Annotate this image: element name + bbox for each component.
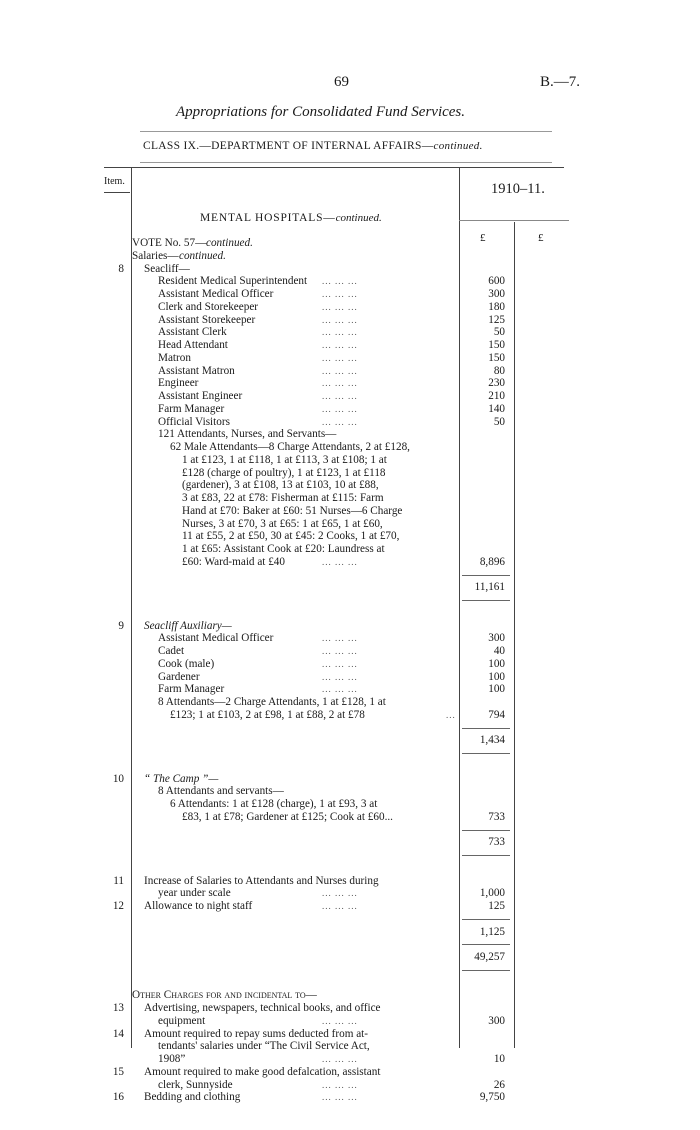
- table-row: [0, 658, 700, 671]
- row-text: Advertising, newspapers, technical books, and office: [144, 1002, 381, 1014]
- row-text: Gardener: [158, 670, 200, 683]
- row-text: Head Attendant: [158, 339, 228, 351]
- table-row: [0, 263, 700, 276]
- amount: 40: [493, 645, 505, 657]
- row-continued: continued.: [179, 249, 226, 262]
- amount: 300: [488, 288, 505, 300]
- class-rule: [140, 162, 552, 163]
- amount: 733: [488, 810, 505, 823]
- table-row: [0, 365, 700, 378]
- row-text: year under scale: [158, 887, 231, 900]
- row-text: Hand at £70: Baker at £60: 51 Nurses—6 Charge: [182, 504, 403, 517]
- subtotal-rule: [462, 944, 510, 945]
- table-row: [0, 416, 700, 429]
- table-row: [0, 377, 700, 390]
- subtotal-rule: [462, 753, 510, 754]
- item-column-header: Item.: [104, 176, 125, 187]
- item-number: 8: [118, 262, 124, 275]
- class-heading-text: CLASS IX.—DEPARTMENT OF INTERNAL AFFAIRS—: [143, 140, 434, 152]
- table-row: [0, 989, 700, 1002]
- row-text: Farm Manager: [158, 402, 225, 415]
- table-row: [0, 237, 700, 250]
- amount: 125: [488, 900, 505, 912]
- title-rule: [140, 131, 552, 132]
- table-row: [0, 275, 700, 288]
- table-row: [0, 505, 700, 518]
- row-text: tendants' salaries under “The Civil Service Act,: [158, 1040, 370, 1053]
- table-row: [0, 938, 700, 951]
- row-text: £60: Ward-maid at £40: [182, 555, 285, 568]
- class-heading: [143, 140, 483, 152]
- row-text: Resident Medical Superintendent: [158, 275, 308, 288]
- table-row: [0, 352, 700, 365]
- row-text: £123; 1 at £103, 2 at £98, 1 at £88, 2 at £78: [170, 708, 365, 721]
- amount: 300: [488, 1014, 505, 1027]
- table-row: [0, 824, 700, 837]
- row-text: 1908”: [158, 1053, 186, 1065]
- item-number: 11: [113, 874, 124, 887]
- table-row: [0, 671, 700, 684]
- table-row: [0, 620, 700, 633]
- page-title: Appropriations for Consolidated Fund Services.: [176, 104, 466, 120]
- row-text: (gardener), 3 at £108, 13 at £103, 10 at £88,: [182, 479, 379, 492]
- table-row: [0, 479, 700, 492]
- subtotal-rule: [462, 728, 510, 729]
- table-row: [0, 913, 700, 926]
- table-row: [0, 1091, 700, 1104]
- item-number: 15: [112, 1065, 124, 1078]
- leader-dots: ... ... ...: [322, 633, 358, 644]
- table-row: [0, 594, 700, 607]
- amount: 230: [488, 377, 505, 390]
- leader-dots: ... ... ...: [322, 1054, 358, 1064]
- row-text: Assistant Medical Officer: [158, 632, 274, 645]
- subtotal-rule: [462, 919, 510, 920]
- amount: 210: [488, 390, 505, 402]
- row-text: Bedding and clothing: [144, 1091, 241, 1104]
- amount: 300: [488, 632, 505, 645]
- table-row: [0, 1002, 700, 1015]
- row-text: 8 Attendants—2 Charge Attendants, 1 at £128, 1 at: [158, 696, 386, 708]
- row-text: Official Visitors: [158, 415, 230, 428]
- row-text: 62 Male Attendants—8 Charge Attendants, 2 at £128,: [170, 441, 410, 453]
- table-row: [0, 581, 700, 594]
- leader-dots: ... ... ...: [322, 556, 358, 567]
- subtotal-amount: 1,434: [479, 734, 505, 747]
- table-row: [0, 530, 700, 543]
- table-row: [0, 862, 700, 875]
- row-text: 1 at £123, 1 at £118, 1 at £113, 3 at £108; 1 at: [182, 453, 387, 466]
- table-row: [0, 632, 700, 645]
- row-text: Cook (male): [158, 657, 215, 670]
- item-number: 10: [112, 772, 124, 785]
- subtotal-amount: 1,125: [479, 925, 505, 938]
- item-number: 9: [118, 619, 124, 632]
- row-text: Assistant Medical Officer: [158, 288, 274, 300]
- row-text: 8 Attendants and servants—: [158, 785, 284, 798]
- row-text: Seacliff Auxiliary—: [144, 619, 232, 632]
- row-text: Assistant Clerk: [158, 326, 227, 339]
- subtotal-amount: 733: [488, 836, 505, 849]
- leader-dots: ...: [446, 709, 456, 720]
- table-row: [0, 250, 700, 263]
- amount: 50: [493, 415, 505, 428]
- subtotal-rule: [462, 970, 510, 971]
- table-row: [0, 887, 700, 900]
- row-text: “ The Camp ”—: [144, 772, 219, 785]
- table-row: [0, 773, 700, 786]
- row-text: £128 (charge of poultry), 1 at £123, 1 at £118: [182, 466, 386, 479]
- table-row: [0, 977, 700, 990]
- amount: 150: [488, 351, 505, 364]
- row-text: £83, 1 at £78; Gardener at £125; Cook at £60...: [182, 810, 393, 823]
- row-text: Assistant Matron: [158, 364, 235, 377]
- amount: 10: [493, 1053, 505, 1065]
- table-row: [0, 543, 700, 556]
- table-row: [0, 811, 700, 824]
- row-text: VOTE No. 57—: [132, 237, 207, 249]
- table-row: [0, 390, 700, 403]
- table-top-rule: [104, 167, 564, 168]
- subtotal-rule: [462, 830, 510, 831]
- table-row: [0, 569, 700, 582]
- item-number: 13: [112, 1002, 124, 1014]
- amount: 180: [488, 300, 505, 313]
- table-row: [0, 964, 700, 977]
- table-row: [0, 875, 700, 888]
- row-text: 3 at £83, 22 at £78: Fisherman at £115: Farm: [182, 492, 384, 504]
- leader-dots: ... ... ...: [322, 340, 358, 350]
- subtotal-amount: 49,257: [474, 951, 505, 963]
- table-row: [0, 428, 700, 441]
- row-text: 11 at £55, 2 at £50, 30 at £45: 2 Cooks, 1 at £70,: [182, 530, 400, 543]
- row-text: 1 at £65: Assistant Cook at £20: Laundress at: [182, 543, 385, 555]
- class-heading-continued: continued.: [433, 140, 483, 152]
- table-row: [0, 454, 700, 467]
- section-heading-text: MENTAL HOSPITALS—: [200, 212, 336, 224]
- subtotal-amount: 11,161: [474, 581, 505, 594]
- leader-dots: ... ... ...: [322, 1079, 358, 1090]
- leader-dots: ... ... ...: [322, 403, 358, 414]
- item-number: 14: [112, 1027, 124, 1040]
- section-heading-continued: continued.: [335, 212, 382, 224]
- table-row: [0, 441, 700, 454]
- leader-dots: ... ... ...: [322, 378, 358, 389]
- leader-dots: ... ... ...: [322, 1092, 358, 1103]
- item-number: 16: [112, 1091, 124, 1104]
- table-row: [0, 1079, 700, 1092]
- row-text: equipment: [158, 1014, 206, 1027]
- amount: 125: [488, 313, 505, 326]
- amount: 8,896: [479, 555, 505, 568]
- table-row: [0, 1015, 700, 1028]
- row-text: Increase of Salaries to Attendants and Nurses during: [144, 874, 379, 887]
- year-header: 1910–11.: [491, 181, 545, 197]
- row-text: Assistant Engineer: [158, 390, 243, 402]
- table-row: [0, 518, 700, 531]
- leader-dots: ... ... ...: [322, 352, 358, 363]
- subtotal-rule: [462, 855, 510, 856]
- table-row: [0, 467, 700, 480]
- page-reference: B.—7.: [540, 74, 581, 90]
- amount: 600: [488, 275, 505, 288]
- table-row: [0, 403, 700, 416]
- amount: 26: [493, 1078, 505, 1091]
- leader-dots: ... ... ...: [322, 416, 358, 427]
- table-row: [0, 314, 700, 327]
- amount: 794: [488, 708, 505, 721]
- leader-dots: ... ... ...: [322, 684, 358, 695]
- table-row: [0, 785, 700, 798]
- leader-dots: ... ... ...: [322, 888, 358, 899]
- table-row: [0, 900, 700, 913]
- amount: 1,000: [479, 887, 505, 900]
- section-heading: [200, 212, 382, 224]
- leader-dots: ... ... ...: [322, 327, 358, 338]
- row-text: clerk, Sunnyside: [158, 1078, 233, 1091]
- table-row: [0, 1028, 700, 1041]
- row-text: Allowance to night staff: [144, 900, 253, 912]
- table-row: [0, 492, 700, 505]
- table-row: [0, 951, 700, 964]
- leader-dots: ... ... ...: [322, 901, 358, 911]
- table-row: [0, 288, 700, 301]
- row-text: Engineer: [158, 377, 199, 390]
- table-row: [0, 696, 700, 709]
- leader-dots: ... ... ...: [322, 289, 358, 299]
- table-row: [0, 607, 700, 620]
- page-number: 69: [334, 74, 349, 90]
- leader-dots: ... ... ...: [322, 658, 358, 669]
- table-row: [0, 836, 700, 849]
- row-text: Cadet: [158, 645, 185, 657]
- row-text: Salaries—: [132, 249, 179, 262]
- table-row: [0, 747, 700, 760]
- amount: 80: [493, 364, 505, 377]
- leader-dots: ... ... ...: [322, 301, 358, 312]
- table-row: [0, 722, 700, 735]
- row-text: 6 Attendants: 1 at £128 (charge), 1 at £93, 3 at: [170, 798, 378, 810]
- leader-dots: ... ... ...: [322, 1015, 358, 1026]
- leader-dots: ... ... ...: [322, 671, 358, 682]
- pound-sign-col1: £: [480, 232, 486, 244]
- leader-dots: ... ... ...: [322, 391, 358, 401]
- table-row: [0, 683, 700, 696]
- row-text: 121 Attendants, Nurses, and Servants—: [158, 428, 337, 441]
- amount: 140: [488, 402, 505, 415]
- row-text: Nurses, 3 at £70, 3 at £65: 1 at £65, 1 at £60,: [182, 517, 383, 530]
- table-row: [0, 645, 700, 658]
- amount: 50: [493, 326, 505, 339]
- table-row: [0, 1053, 700, 1066]
- row-text: Seacliff—: [144, 262, 190, 275]
- table-row: [0, 1040, 700, 1053]
- row-text: Assistant Storekeeper: [158, 313, 256, 326]
- subtotal-rule: [462, 600, 510, 601]
- row-text: Clerk and Storekeeper: [158, 300, 259, 313]
- table-row: [0, 926, 700, 939]
- year-rule: [459, 220, 569, 221]
- table-row: [0, 556, 700, 569]
- row-continued: continued.: [206, 237, 253, 249]
- table-row: [0, 734, 700, 747]
- row-text: Other Charges for and incidental to—: [132, 989, 317, 1002]
- table-row: [0, 849, 700, 862]
- table-row: [0, 760, 700, 773]
- subtotal-rule: [462, 575, 510, 576]
- table-row: [0, 339, 700, 352]
- leader-dots: ... ... ...: [322, 276, 358, 287]
- amount: 150: [488, 339, 505, 351]
- row-text: Matron: [158, 351, 191, 364]
- amount: 100: [488, 670, 505, 683]
- row-text: Amount required to make good defalcation, assistant: [144, 1065, 381, 1078]
- table-row: [0, 326, 700, 339]
- item-number: 12: [112, 900, 124, 912]
- table-row: [0, 798, 700, 811]
- table-row: [0, 301, 700, 314]
- row-text: Amount required to repay sums deducted from at-: [144, 1027, 368, 1040]
- item-header-rule: [104, 192, 130, 193]
- amount: 9,750: [479, 1091, 505, 1104]
- table-row: [0, 1066, 700, 1079]
- row-text: Farm Manager: [158, 683, 225, 696]
- pound-sign-col2: £: [538, 232, 544, 244]
- table-row: [0, 709, 700, 722]
- leader-dots: ... ... ...: [322, 314, 358, 325]
- leader-dots: ... ... ...: [322, 365, 358, 376]
- amount: 100: [488, 657, 505, 670]
- amount: 100: [488, 683, 505, 696]
- leader-dots: ... ... ...: [322, 646, 358, 656]
